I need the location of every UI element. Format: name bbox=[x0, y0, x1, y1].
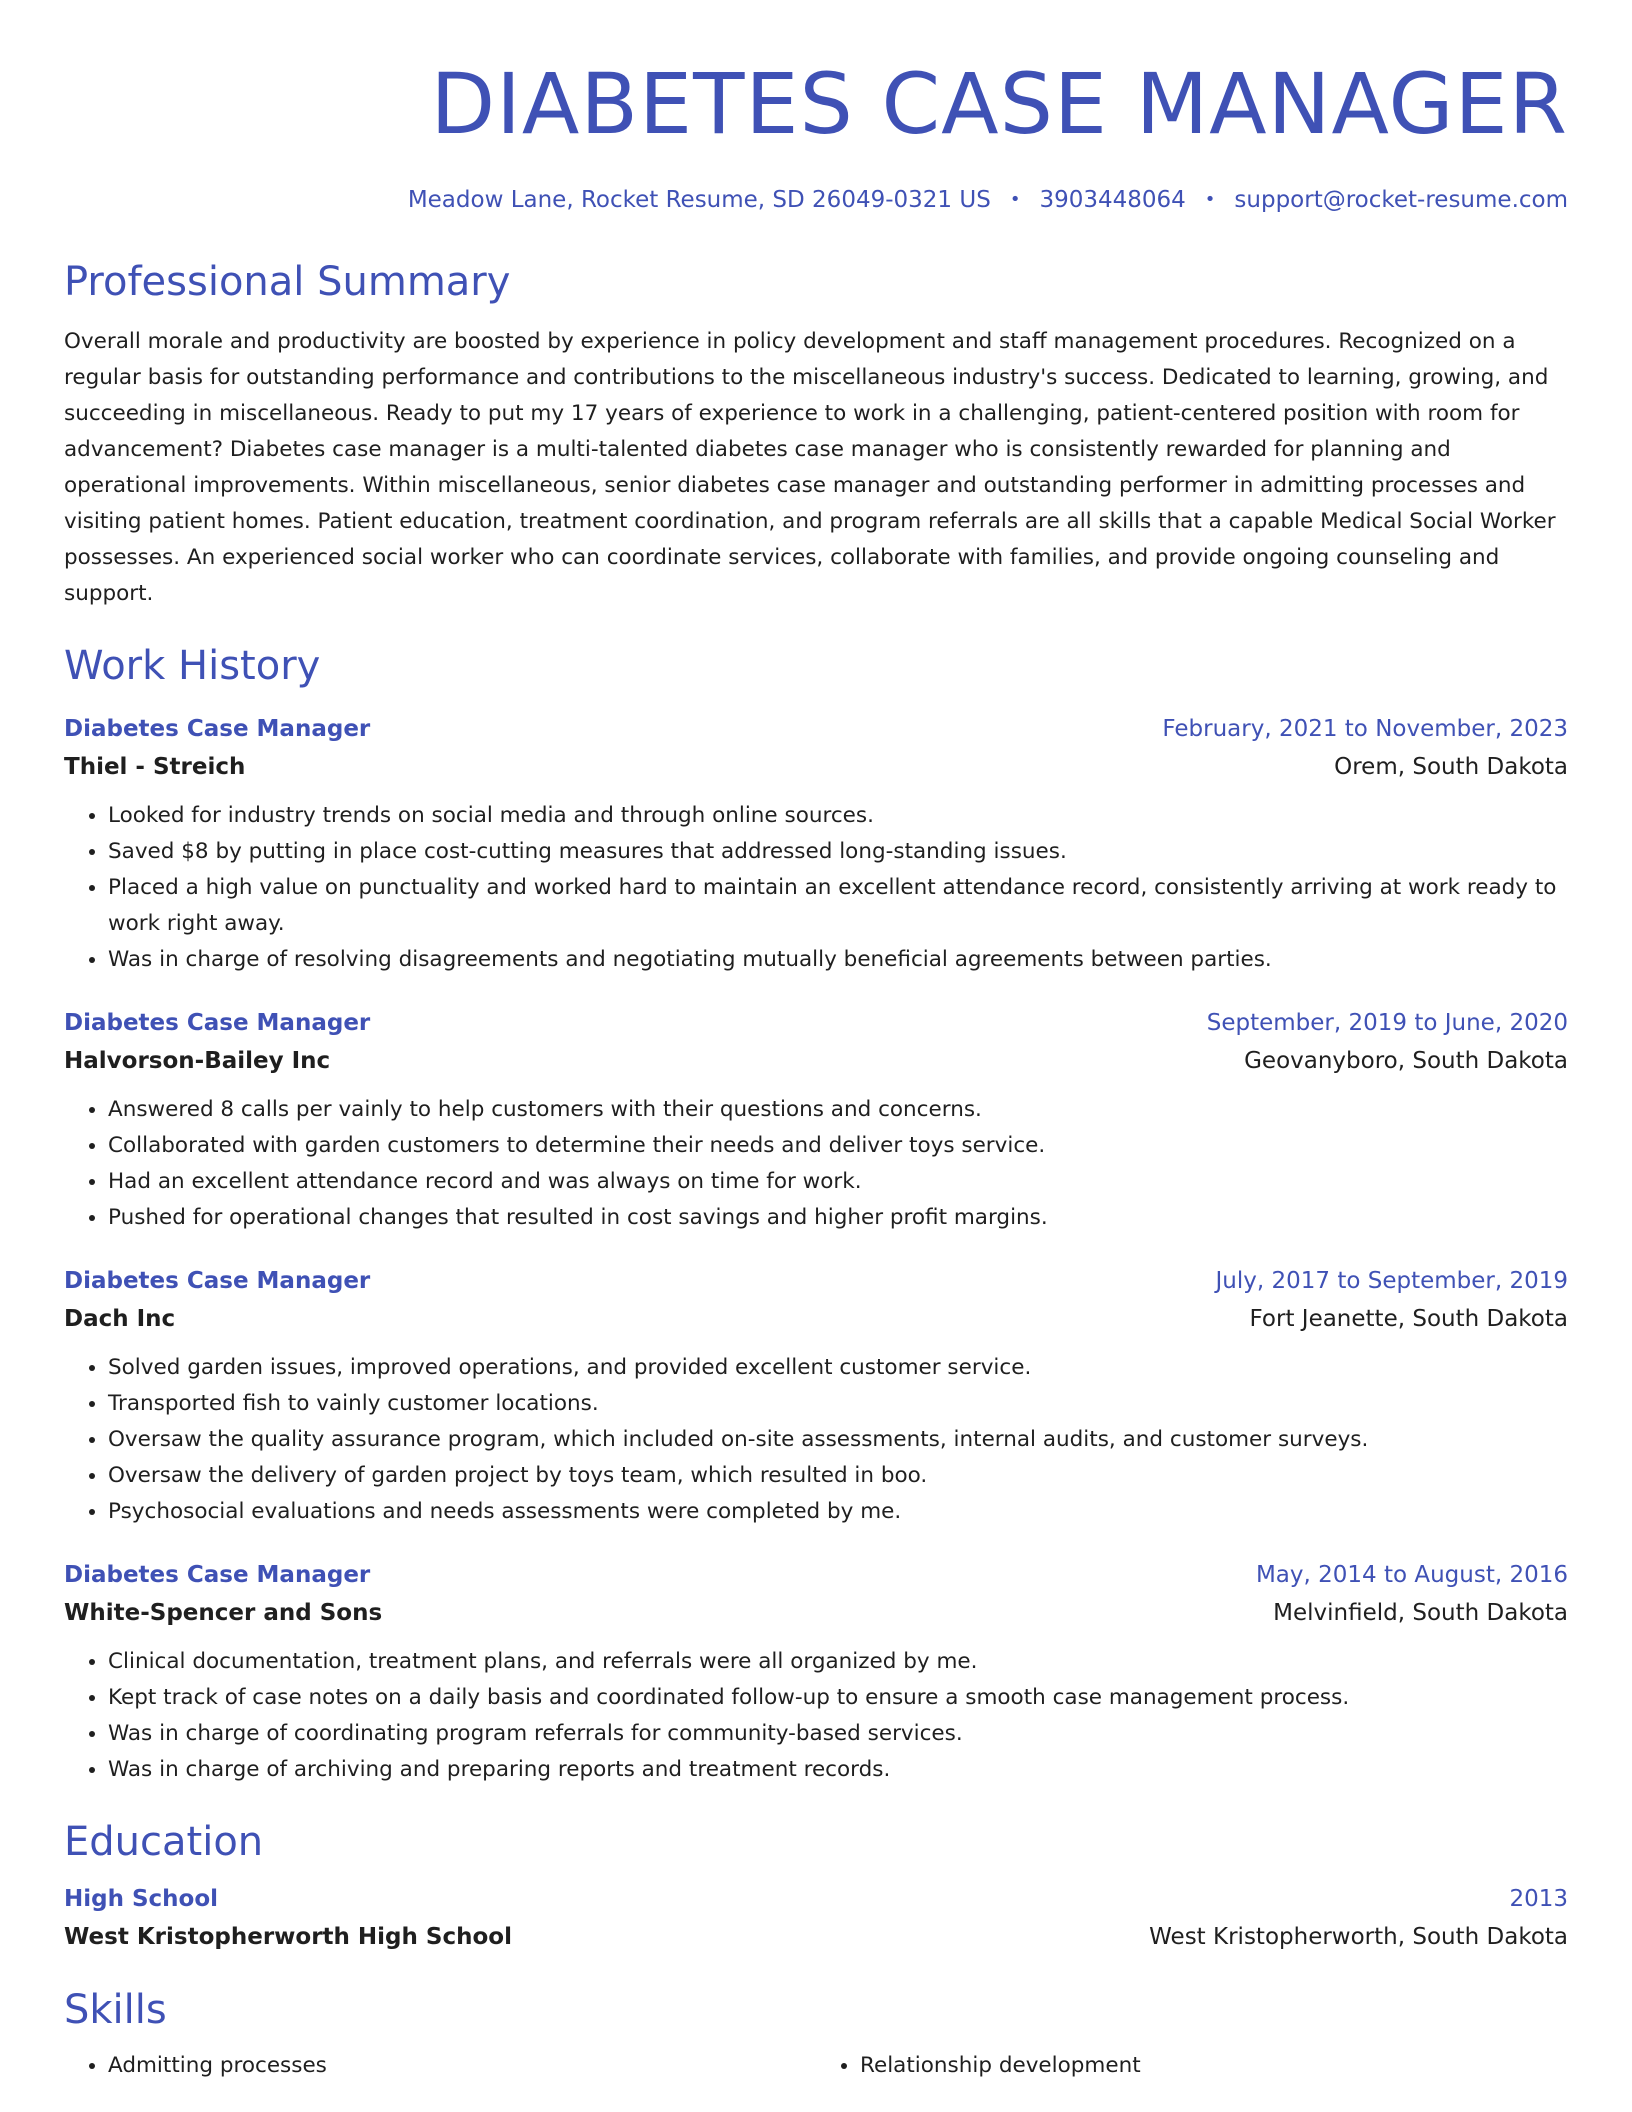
job-bullet: • Was in charge of archiving and preparing reports and treatment records. bbox=[108, 1752, 1568, 1788]
contact-email: support@rocket-resume.com bbox=[1234, 187, 1568, 213]
job-location: Fort Jeanette, South Dakota bbox=[1249, 1306, 1568, 1332]
work-history-heading: Work History bbox=[64, 643, 321, 689]
skills-column-left bbox=[64, 2048, 816, 2084]
job-entry bbox=[64, 1556, 1568, 1788]
job-bullet: • Saved $8 by putting in place cost-cutting measures that addressed long-standing issues. bbox=[108, 834, 1568, 870]
skill-item: • Admitting processes bbox=[108, 2048, 816, 2084]
skills-column-right bbox=[816, 2048, 1568, 2084]
job-location: Geovanyboro, South Dakota bbox=[1244, 1048, 1568, 1074]
job-entry bbox=[64, 1004, 1568, 1236]
job-bullet: • Had an excellent attendance record and was always on time for work. bbox=[108, 1164, 1568, 1200]
job-role: Diabetes Case Manager bbox=[64, 1010, 371, 1036]
job-entry bbox=[64, 710, 1568, 978]
contact-separator: • bbox=[1009, 189, 1021, 210]
skills-grid bbox=[64, 2048, 1568, 2084]
contact-separator: • bbox=[1204, 189, 1216, 210]
job-entry bbox=[64, 1262, 1568, 1530]
job-dates: July, 2017 to September, 2019 bbox=[1215, 1268, 1568, 1294]
job-bullet: • Transported fish to vainly customer locations. bbox=[108, 1386, 1568, 1422]
job-role: Diabetes Case Manager bbox=[64, 1562, 371, 1588]
job-bullets bbox=[64, 1092, 1568, 1236]
education-heading: Education bbox=[64, 1819, 264, 1865]
job-bullet: • Clinical documentation, treatment plans, and referrals were all organized by me. bbox=[108, 1644, 1568, 1680]
job-dates: September, 2019 to June, 2020 bbox=[1206, 1010, 1568, 1036]
job-bullet: • Solved garden issues, improved operations, and provided excellent customer service. bbox=[108, 1350, 1568, 1386]
job-company: Thiel - Streich bbox=[64, 754, 246, 780]
job-bullet: • Kept track of case notes on a daily basis and coordinated follow-up to ensure a smooth case management process. bbox=[108, 1680, 1568, 1716]
education-year: 2013 bbox=[1509, 1886, 1568, 1912]
job-role: Diabetes Case Manager bbox=[64, 716, 371, 742]
job-bullet: • Collaborated with garden customers to determine their needs and deliver toys service. bbox=[108, 1128, 1568, 1164]
job-bullet: • Pushed for operational changes that resulted in cost savings and higher profit margins. bbox=[108, 1200, 1568, 1236]
summary-text: Overall morale and productivity are boosted by experience in policy development and staff management procedures. Recognized on a regular basis for outstanding performance and contributions to the miscellaneous industry's success. Dedicated to learning, growing, and succeeding in miscellaneous. Ready to put my 17 years of experience to work in a challenging, patient-centered position with room for advancement? Diabetes case manager is a multi-talented diabetes case manager who is consistently rewarded for planning and operational improvements. Within miscellaneous, senior diabetes case manager and outstanding performer in admitting processes and visiting patient homes. Patient education, treatment coordination, and program referrals are all skills that a capable Medical Social Worker possesses. An experienced social worker who can coordinate services, collaborate with families, and provide ongoing counseling and support. bbox=[64, 329, 1556, 606]
job-bullet: • Oversaw the quality assurance program, which included on-site assessments, internal audits, and customer surveys. bbox=[108, 1422, 1568, 1458]
job-role: Diabetes Case Manager bbox=[64, 1268, 371, 1294]
education-entry bbox=[64, 1880, 1568, 1956]
job-bullet: • Psychosocial evaluations and needs assessments were completed by me. bbox=[108, 1494, 1568, 1530]
job-company: White-Spencer and Sons bbox=[64, 1600, 383, 1626]
job-bullet: • Answered 8 calls per vainly to help customers with their questions and concerns. bbox=[108, 1092, 1568, 1128]
skills-heading: Skills bbox=[64, 1987, 167, 2033]
job-bullet: • Was in charge of resolving disagreements and negotiating mutually beneficial agreements between parties. bbox=[108, 942, 1568, 978]
education-degree: High School bbox=[64, 1886, 219, 1912]
education-school: West Kristopherworth High School bbox=[64, 1924, 512, 1950]
job-company: Dach Inc bbox=[64, 1306, 176, 1332]
job-company: Halvorson-Bailey Inc bbox=[64, 1048, 331, 1074]
skill-item: • Relationship development bbox=[860, 2048, 1568, 2084]
job-dates: May, 2014 to August, 2016 bbox=[1255, 1562, 1568, 1588]
job-location: Orem, South Dakota bbox=[1334, 754, 1568, 780]
job-dates: February, 2021 to November, 2023 bbox=[1162, 716, 1568, 742]
job-bullet: • Looked for industry trends on social media and through online sources. bbox=[108, 798, 1568, 834]
job-bullet: • Placed a high value on punctuality and worked hard to maintain an excellent attendance record, consistently arriving at work ready to work right away. bbox=[108, 870, 1568, 942]
job-bullet: • Was in charge of coordinating program referrals for community-based services. bbox=[108, 1716, 1568, 1752]
contact-phone: 3903448064 bbox=[1039, 187, 1186, 213]
summary-heading: Professional Summary bbox=[64, 259, 511, 305]
job-bullets bbox=[64, 1350, 1568, 1530]
resume-title: DIABETES CASE MANAGER bbox=[430, 55, 1568, 153]
job-bullet: • Oversaw the delivery of garden project by toys team, which resulted in boo. bbox=[108, 1458, 1568, 1494]
job-location: Melvinfield, South Dakota bbox=[1273, 1600, 1568, 1626]
job-bullets bbox=[64, 1644, 1568, 1788]
job-bullets bbox=[64, 798, 1568, 978]
contact-line bbox=[64, 184, 1568, 216]
contact-address: Meadow Lane, Rocket Resume, SD 26049-0321 US bbox=[407, 187, 991, 213]
education-location: West Kristopherworth, South Dakota bbox=[1149, 1924, 1568, 1950]
